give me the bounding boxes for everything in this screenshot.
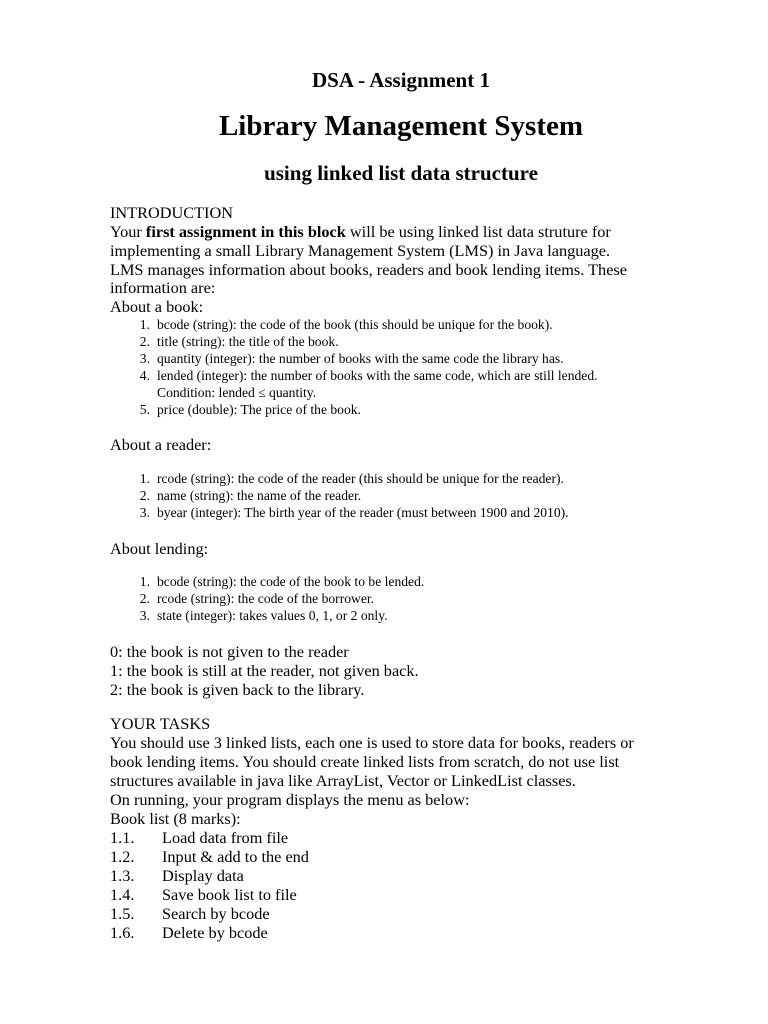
intro-line-1: [110, 223, 611, 242]
menu-number: 1.1.: [110, 828, 135, 847]
list-number: 1.: [139, 471, 150, 486]
list-number: 3.: [139, 505, 150, 520]
menu-number: 1.2.: [110, 847, 135, 866]
menu-text: Input & add to the end: [162, 847, 309, 866]
reader-heading: About a reader:: [110, 435, 212, 454]
menu-number: 1.3.: [110, 866, 135, 885]
list-text: rcode (string): the code of the reader (this should be unique for the reader).: [157, 471, 564, 486]
list-number: 2.: [139, 488, 150, 503]
intro-line-3: LMS manages information about books, readers and book lending items. These: [110, 260, 627, 279]
list-number: 1.: [139, 317, 150, 332]
list-number: 2.: [139, 334, 150, 349]
list-number: 2.: [139, 591, 150, 606]
list-number: 4.: [139, 368, 150, 383]
menu-number: 1.4.: [110, 885, 135, 904]
tasks-line: structures available in java like ArrayList, Vector or LinkedList classes.: [110, 771, 576, 790]
tasks-line: book lending items. You should create linked lists from scratch, do not use list: [110, 752, 620, 771]
tasks-line: You should use 3 linked lists, each one is used to store data for books, readers or: [110, 733, 634, 752]
list-text: bcode (string): the code of the book to be lended.: [157, 574, 425, 589]
menu-text: Load data from file: [162, 828, 289, 847]
list-text: price (double): The price of the book.: [157, 402, 361, 417]
menu-number: 1.6.: [110, 923, 135, 942]
intro-line-2: implementing a small Library Management System (LMS) in Java language.: [110, 241, 611, 260]
intro-line-1-end: will be using linked list data struture for: [345, 222, 611, 241]
list-text: state (integer): takes values 0, 1, or 2 only.: [157, 608, 388, 623]
list-text: rcode (string): the code of the borrower.: [157, 591, 375, 606]
intro-emphasis: first assignment in this block: [145, 222, 346, 241]
list-text: byear (integer): The birth year of the reader (must between 1900 and 2010).: [157, 505, 569, 520]
document-title: Library Management System: [218, 110, 584, 142]
menu-text: Save book list to file: [162, 885, 297, 904]
tasks-heading: YOUR TASKS: [110, 714, 211, 733]
state-line: 1: the book is still at the reader, not given back.: [110, 661, 419, 680]
list-text: name (string): the name of the reader.: [157, 488, 362, 503]
intro-heading: INTRODUCTION: [110, 203, 233, 222]
book-heading: About a book:: [110, 297, 204, 316]
list-text: quantity (integer): the number of books with the same code the library has.: [157, 351, 564, 366]
list-text: bcode (string): the code of the book (this should be unique for the book).: [157, 317, 553, 332]
list-text: title (string): the title of the book.: [157, 334, 339, 349]
intro-line-4: information are:: [110, 278, 216, 297]
menu-number: 1.5.: [110, 904, 135, 923]
lending-heading: About lending:: [110, 539, 209, 558]
menu-text: Display data: [162, 866, 244, 885]
list-number: 1.: [139, 574, 150, 589]
list-number: 3.: [139, 351, 150, 366]
document-subtitle: using linked list data structure: [264, 161, 538, 185]
menu-text: Delete by bcode: [162, 923, 268, 942]
list-text: lended (integer): the number of books with the same code, which are still lended.: [157, 368, 598, 383]
state-line: 0: the book is not given to the reader: [110, 642, 349, 661]
tasks-line: On running, your program displays the menu as below:: [110, 790, 470, 809]
intro-line-1-start: Your: [110, 222, 146, 241]
list-text: Condition: lended ≤ quantity.: [157, 385, 317, 400]
list-number: 5.: [139, 402, 150, 417]
course-heading: DSA - Assignment 1: [312, 68, 490, 92]
menu-text: Search by bcode: [162, 904, 270, 923]
state-line: 2: the book is given back to the library.: [110, 680, 365, 699]
list-number: 3.: [139, 608, 150, 623]
tasks-line: Book list (8 marks):: [110, 809, 241, 828]
